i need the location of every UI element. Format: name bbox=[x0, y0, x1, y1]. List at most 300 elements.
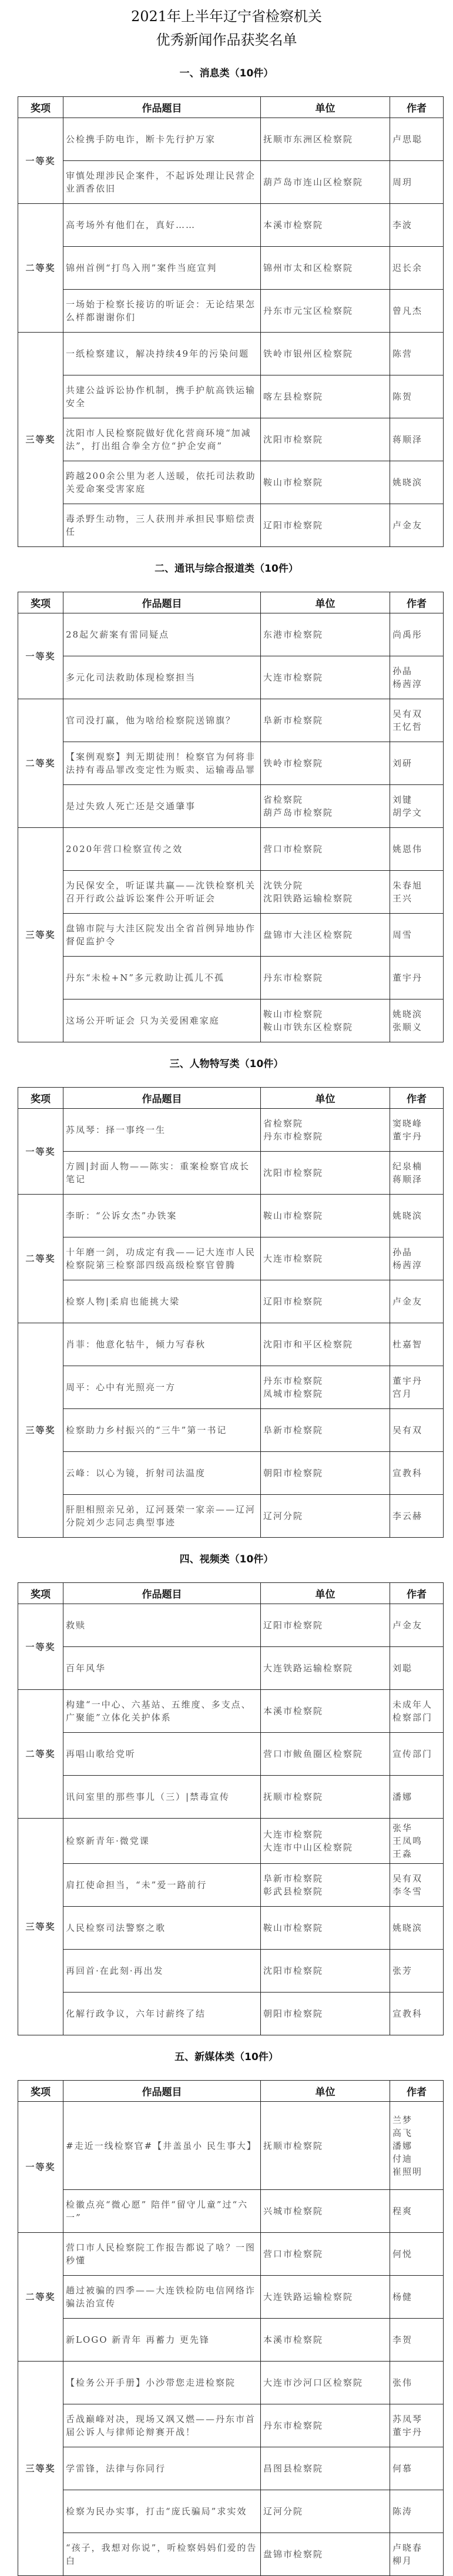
author-name: 姚晓滨 bbox=[392, 1210, 423, 1221]
author-cell bbox=[390, 2319, 444, 2362]
unit-cell bbox=[261, 1366, 390, 1409]
table-row bbox=[18, 247, 444, 290]
section-heading: 三、人物特写类（10件） bbox=[169, 1058, 284, 1070]
table-row bbox=[18, 1409, 444, 1452]
unit-name: 营口市鲅鱼圈区检察院 bbox=[263, 1749, 364, 1759]
work-title: 趟过被骗的四季——大连铁检防电信网络诈骗法治宣传 bbox=[63, 2276, 261, 2319]
unit-name: 兴城市检察院 bbox=[263, 2206, 324, 2216]
unit-cell bbox=[261, 1323, 390, 1366]
unit-cell bbox=[261, 118, 390, 161]
unit-cell bbox=[261, 1409, 390, 1452]
table-row bbox=[18, 914, 444, 957]
header-level: 奖项 bbox=[18, 592, 63, 613]
unit-name: 大连铁路运输检察院 bbox=[263, 1663, 354, 1673]
work-title: 肖菲：他意化牯牛，倾力写春秋 bbox=[63, 1323, 261, 1366]
header-unit: 单位 bbox=[261, 2081, 390, 2102]
work-title: 检徽点亮“微心愿” 陪伴“留守儿童”过“六一” bbox=[63, 2190, 261, 2233]
unit-cell bbox=[261, 2233, 390, 2276]
table-row bbox=[18, 1237, 444, 1280]
author-name: 卢金友 bbox=[392, 1296, 423, 1307]
author-cell bbox=[390, 1495, 444, 1538]
header-level: 奖项 bbox=[18, 2081, 63, 2102]
author-name: 吴有双 bbox=[392, 709, 423, 719]
work-title: 构建“一中心、六基站、五维度、多支点、广聚能”立体化关护体系 bbox=[63, 1690, 261, 1733]
author-name: 卢晓春 bbox=[392, 2543, 423, 2553]
author-name: 周玥 bbox=[392, 177, 413, 187]
author-cell bbox=[390, 1819, 444, 1864]
unit-cell bbox=[261, 247, 390, 290]
unit-name: 辽阳市检察院 bbox=[263, 1296, 324, 1307]
header-level: 奖项 bbox=[18, 1088, 63, 1109]
section-heading: 四、视频类（10件） bbox=[179, 1554, 274, 1565]
award-level-third: 三等奖 bbox=[18, 2362, 63, 2576]
header-author: 作者 bbox=[390, 592, 444, 613]
author-cell bbox=[390, 1604, 444, 1647]
unit-name: 大连市检察院 bbox=[263, 1829, 324, 1840]
table-header-row bbox=[18, 97, 444, 118]
unit-name: 大连铁路运输检察院 bbox=[263, 2292, 354, 2302]
work-title: 高考场外有他们在，真好…… bbox=[63, 204, 261, 247]
table-header-row bbox=[18, 1088, 444, 1109]
work-title: 学雷锋，法律与你同行 bbox=[63, 2447, 261, 2490]
work-title: 官司没打赢，他为啥给检察院送锦旗？ bbox=[63, 699, 261, 742]
author-cell bbox=[390, 1280, 444, 1323]
author-name: 卢思聪 bbox=[392, 134, 423, 145]
table-header-row bbox=[18, 2081, 444, 2102]
author-name: 陈贺 bbox=[392, 391, 413, 402]
unit-name: 省检察院 bbox=[263, 1118, 304, 1129]
unit-cell bbox=[261, 2447, 390, 2490]
award-level-second: 二等奖 bbox=[18, 2233, 63, 2362]
unit-name: 阜新市检察院 bbox=[263, 715, 324, 726]
author-cell bbox=[390, 2490, 444, 2533]
author-name: 苏凤琴 bbox=[392, 2414, 423, 2424]
author-name: 曾凡杰 bbox=[392, 306, 423, 316]
header-author: 作者 bbox=[390, 1583, 444, 1604]
unit-name: 东港市检察院 bbox=[263, 629, 324, 640]
table-row bbox=[18, 1864, 444, 1907]
author-cell bbox=[390, 290, 444, 333]
unit-cell bbox=[261, 699, 390, 742]
unit-name: 朝阳市检察院 bbox=[263, 1468, 324, 1478]
unit-cell bbox=[261, 656, 390, 699]
author-cell bbox=[390, 2447, 444, 2490]
author-name: 李冬雪 bbox=[392, 1886, 423, 1897]
author-name: 迟长余 bbox=[392, 263, 423, 273]
author-cell bbox=[390, 1993, 444, 2035]
table-row bbox=[18, 2447, 444, 2490]
unit-name: 沈阳市检察院 bbox=[263, 1168, 324, 1178]
work-title: “孩子，我想对你说”，听检察妈妈们爱的告白 bbox=[63, 2533, 261, 2576]
unit-name: 抚顺市检察院 bbox=[263, 1792, 324, 1802]
table-row bbox=[18, 1733, 444, 1776]
unit-name: 鞍山市检察院 bbox=[263, 1210, 324, 1221]
author-name: 宣传部门 bbox=[392, 1749, 433, 1759]
author-name: 胡学文 bbox=[392, 807, 423, 818]
table-row bbox=[18, 1690, 444, 1733]
work-title: 2020年营口检察宣传之效 bbox=[63, 828, 261, 871]
author-name: 吴有双 bbox=[392, 1873, 423, 1884]
header-unit: 单位 bbox=[261, 1088, 390, 1109]
table-row bbox=[18, 613, 444, 656]
unit-name: 丹东市元宝区检察院 bbox=[263, 306, 354, 316]
author-name: 李云赫 bbox=[392, 1511, 423, 1521]
author-name: 崔照明 bbox=[392, 2166, 423, 2177]
work-title: 沈阳市人民检察院做好优化营商环境“加减法”，打出组合拳全方位“护企安商” bbox=[63, 418, 261, 461]
work-title: 方圆|封面人物——陈实：重案检察官成长笔记 bbox=[63, 1152, 261, 1195]
work-title: 十年磨一剑，功成定有我——记大连市人民检察院第三检察部四级高级检察官曾腾 bbox=[63, 1237, 261, 1280]
author-cell bbox=[390, 1195, 444, 1237]
work-title: 审慎处理涉民企案件，不起诉处理让民营企业酒香依旧 bbox=[63, 161, 261, 204]
author-cell bbox=[390, 204, 444, 247]
award-level-first: 一等奖 bbox=[18, 1109, 63, 1195]
author-cell bbox=[390, 1733, 444, 1776]
author-name: 卢金友 bbox=[392, 520, 423, 531]
unit-name: 丹东市检察院 bbox=[263, 1131, 324, 1142]
header-title: 作品题目 bbox=[63, 2081, 261, 2102]
unit-cell bbox=[261, 1195, 390, 1237]
author-cell bbox=[390, 375, 444, 418]
work-title: 这场公开听证会 只为关爱困难家庭 bbox=[63, 999, 261, 1042]
author-cell bbox=[390, 1647, 444, 1690]
table-row bbox=[18, 1950, 444, 1993]
work-title: 丹东“未检+N”多元救助让孤儿不孤 bbox=[63, 957, 261, 999]
author-cell bbox=[390, 1409, 444, 1452]
author-name: 王兴 bbox=[392, 893, 413, 904]
table-row bbox=[18, 418, 444, 461]
unit-name: 昌图县检察院 bbox=[263, 2463, 324, 2474]
unit-cell bbox=[261, 461, 390, 504]
work-title: 多元化司法救助体现检察担当 bbox=[63, 656, 261, 699]
unit-name: 沈阳市检察院 bbox=[263, 1965, 324, 1976]
unit-name: 阜新市检察院 bbox=[263, 1873, 324, 1884]
unit-name: 大连市中山区检察院 bbox=[263, 1842, 354, 1853]
author-name: 纪泉楠 bbox=[392, 1161, 423, 1172]
sections-container bbox=[0, 52, 453, 2576]
author-cell bbox=[390, 1690, 444, 1733]
unit-name: 抚顺市检察院 bbox=[263, 2140, 324, 2151]
author-cell bbox=[390, 957, 444, 999]
table-row bbox=[18, 2233, 444, 2276]
table-row bbox=[18, 957, 444, 999]
table-row bbox=[18, 1647, 444, 1690]
unit-cell bbox=[261, 1690, 390, 1733]
unit-name: 鞍山市检察院 bbox=[263, 477, 324, 488]
unit-name: 盘锦市检察院 bbox=[263, 2549, 324, 2560]
author-name: 检察部门 bbox=[392, 1712, 433, 1723]
author-cell bbox=[390, 1452, 444, 1495]
author-name: 孙晶 bbox=[392, 666, 413, 676]
author-name: 何慕 bbox=[392, 2463, 413, 2474]
unit-name: 喀左县检察院 bbox=[263, 391, 324, 402]
unit-name: 沈阳铁路运输检察院 bbox=[263, 893, 354, 904]
unit-name: 沈铁分院 bbox=[263, 880, 304, 891]
author-name: 王凤鸣 bbox=[392, 1836, 423, 1846]
author-name: 宣教科 bbox=[392, 1468, 423, 1478]
author-cell bbox=[390, 118, 444, 161]
author-name: 程爽 bbox=[392, 2206, 413, 2216]
unit-name: 鞍山市铁东区检察院 bbox=[263, 1022, 354, 1032]
author-cell bbox=[390, 1323, 444, 1366]
header-level: 奖项 bbox=[18, 97, 63, 118]
work-title: 再回首·在此刻·再出发 bbox=[63, 1950, 261, 1993]
unit-cell bbox=[261, 1950, 390, 1993]
author-cell bbox=[390, 1152, 444, 1195]
unit-name: 盘锦市大洼区检察院 bbox=[263, 930, 354, 940]
unit-cell bbox=[261, 1604, 390, 1647]
unit-name: 大连市检察院 bbox=[263, 672, 324, 683]
unit-cell bbox=[261, 785, 390, 828]
author-name: 杨茜淳 bbox=[392, 679, 423, 689]
unit-cell bbox=[261, 204, 390, 247]
unit-cell bbox=[261, 375, 390, 418]
work-title: 苏凤琴：择一事终一生 bbox=[63, 1109, 261, 1152]
table-header-row bbox=[18, 1583, 444, 1604]
author-cell bbox=[390, 461, 444, 504]
unit-cell bbox=[261, 1733, 390, 1776]
unit-name: 辽阳市检察院 bbox=[263, 1620, 324, 1631]
unit-cell bbox=[261, 2533, 390, 2576]
award-table bbox=[18, 2080, 444, 2576]
author-name: 卢金友 bbox=[392, 1620, 423, 1631]
unit-cell bbox=[261, 2404, 390, 2447]
table-row bbox=[18, 1907, 444, 1950]
header-title: 作品题目 bbox=[63, 1583, 261, 1604]
table-row bbox=[18, 118, 444, 161]
table-row bbox=[18, 2190, 444, 2233]
unit-name: 大连市沙河口区检察院 bbox=[263, 2377, 364, 2388]
table-row bbox=[18, 2362, 444, 2404]
award-level-third: 三等奖 bbox=[18, 333, 63, 547]
unit-name: 辽阳市检察院 bbox=[263, 520, 324, 531]
author-name: 董宇丹 bbox=[392, 1131, 423, 1142]
table-row bbox=[18, 2102, 444, 2190]
header-level: 奖项 bbox=[18, 1583, 63, 1604]
header-title: 作品题目 bbox=[63, 592, 261, 613]
header-title: 作品题目 bbox=[63, 97, 261, 118]
table-row bbox=[18, 1993, 444, 2035]
author-cell bbox=[390, 1776, 444, 1819]
work-title: #走近一线检察官#【井盖虽小 民生事大】 bbox=[63, 2102, 261, 2190]
unit-name: 本溪市检察院 bbox=[263, 2334, 324, 2345]
award-table bbox=[18, 592, 444, 1042]
work-title: 周平：心中有光照亮一方 bbox=[63, 1366, 261, 1409]
work-title: 是过失致人死亡还是交通肇事 bbox=[63, 785, 261, 828]
author-name: 董宇丹 bbox=[392, 1376, 423, 1386]
unit-name: 锦州市太和区检察院 bbox=[263, 263, 354, 273]
unit-cell bbox=[261, 418, 390, 461]
author-name: 陈营 bbox=[392, 348, 413, 359]
work-title: 【检务公开手册】小沙带您走进检察院 bbox=[63, 2362, 261, 2404]
unit-name: 凤城市检察院 bbox=[263, 1388, 324, 1399]
header-author: 作者 bbox=[390, 97, 444, 118]
author-name: 柳月 bbox=[392, 2555, 413, 2566]
work-title: 舌战巅峰对决，现场又飒又燃——丹东市首届公诉人与律师论辩赛开战！ bbox=[63, 2404, 261, 2447]
table-row bbox=[18, 290, 444, 333]
author-name: 蒋顺泽 bbox=[392, 434, 423, 445]
author-cell bbox=[390, 504, 444, 547]
work-title: 跨越200余公里为老人送暖，依托司法救助关爱命案受害家庭 bbox=[63, 461, 261, 504]
author-name: 杜嘉智 bbox=[392, 1339, 423, 1350]
document-title bbox=[0, 0, 453, 52]
author-name: 孙晶 bbox=[392, 1247, 413, 1257]
work-title: 肩扛使命担当，“未”爱一路前行 bbox=[63, 1864, 261, 1907]
table-row bbox=[18, 2490, 444, 2533]
unit-cell bbox=[261, 2102, 390, 2190]
unit-name: 丹东市检察院 bbox=[263, 1376, 324, 1386]
unit-cell bbox=[261, 914, 390, 957]
table-row bbox=[18, 375, 444, 418]
author-cell bbox=[390, 161, 444, 204]
header-unit: 单位 bbox=[261, 592, 390, 613]
table-row bbox=[18, 1366, 444, 1409]
author-cell bbox=[390, 1950, 444, 1993]
award-level-second: 二等奖 bbox=[18, 204, 63, 333]
author-cell bbox=[390, 914, 444, 957]
author-name: 宣教科 bbox=[392, 2008, 423, 2019]
author-cell bbox=[390, 1109, 444, 1152]
table-row bbox=[18, 1495, 444, 1538]
unit-name: 本溪市检察院 bbox=[263, 1706, 324, 1716]
table-row bbox=[18, 828, 444, 871]
table-row bbox=[18, 785, 444, 828]
table-row bbox=[18, 204, 444, 247]
award-level-third: 三等奖 bbox=[18, 1323, 63, 1538]
table-row bbox=[18, 742, 444, 785]
unit-name: 铁岭市银州区检察院 bbox=[263, 348, 354, 359]
unit-cell bbox=[261, 1109, 390, 1152]
work-title: 李昕：“公诉女杰”办铁案 bbox=[63, 1195, 261, 1237]
work-title: 营口市人民检察院工作报告都说了啥？一图秒懂 bbox=[63, 2233, 261, 2276]
unit-name: 营口市检察院 bbox=[263, 844, 324, 854]
award-level-third: 三等奖 bbox=[18, 1819, 63, 2035]
author-name: 姚晓滨 bbox=[392, 477, 423, 488]
author-name: 宫月 bbox=[392, 1388, 413, 1399]
author-name: 董宇丹 bbox=[392, 972, 423, 983]
unit-cell bbox=[261, 1993, 390, 2035]
unit-name: 铁岭市检察院 bbox=[263, 758, 324, 769]
author-cell bbox=[390, 613, 444, 656]
unit-cell bbox=[261, 999, 390, 1042]
author-name: 李波 bbox=[392, 220, 413, 230]
author-cell bbox=[390, 1237, 444, 1280]
author-name: 杨健 bbox=[392, 2292, 413, 2302]
author-cell bbox=[390, 2233, 444, 2276]
author-cell bbox=[390, 2362, 444, 2404]
work-title: 再唱山歌给党听 bbox=[63, 1733, 261, 1776]
section-heading: 一、消息类（10件） bbox=[179, 68, 274, 79]
unit-name: 省检察院 bbox=[263, 794, 304, 805]
table-row bbox=[18, 1280, 444, 1323]
author-name: 潘娜 bbox=[392, 1792, 413, 1802]
unit-name: 营口市检察院 bbox=[263, 2249, 324, 2259]
author-name: 张芳 bbox=[392, 1965, 413, 1976]
work-title: 救赎 bbox=[63, 1604, 261, 1647]
author-name: 王忆哲 bbox=[392, 722, 423, 732]
document-title-line1: 2021年上半年辽宁省检察机关 bbox=[130, 8, 323, 25]
table-row bbox=[18, 1152, 444, 1195]
work-title: 公检携手防电诈，断卡先行护万家 bbox=[63, 118, 261, 161]
unit-cell bbox=[261, 1819, 390, 1864]
unit-cell bbox=[261, 2276, 390, 2319]
table-row bbox=[18, 699, 444, 742]
table-row bbox=[18, 2276, 444, 2319]
work-title: 新LOGO 新青年 再蓄力 更先锋 bbox=[63, 2319, 261, 2362]
work-title: 检察人物|柔肩也能挑大梁 bbox=[63, 1280, 261, 1323]
unit-name: 丹东市检察院 bbox=[263, 972, 324, 983]
header-title: 作品题目 bbox=[63, 1088, 261, 1109]
work-title: 一场始于检察长接访的听证会：无论结果怎么样都谢谢你们 bbox=[63, 290, 261, 333]
author-cell bbox=[390, 2102, 444, 2190]
award-level-first: 一等奖 bbox=[18, 1604, 63, 1690]
author-cell bbox=[390, 2404, 444, 2447]
unit-cell bbox=[261, 2490, 390, 2533]
unit-name: 阜新市检察院 bbox=[263, 1425, 324, 1435]
unit-cell bbox=[261, 742, 390, 785]
work-title: 盘锦市院与大洼区院发出全省首例异地协作督促监护令 bbox=[63, 914, 261, 957]
author-name: 付迪 bbox=[392, 2153, 413, 2164]
unit-cell bbox=[261, 333, 390, 375]
document-title-line2: 优秀新闻作品获奖名单 bbox=[156, 32, 297, 48]
unit-cell bbox=[261, 1237, 390, 1280]
table-row bbox=[18, 2404, 444, 2447]
table-row bbox=[18, 1452, 444, 1495]
work-title: 检察为民办实事，打击“庞氏骗局”求实效 bbox=[63, 2490, 261, 2533]
author-cell bbox=[390, 656, 444, 699]
award-table bbox=[18, 1087, 444, 1538]
unit-cell bbox=[261, 2362, 390, 2404]
award-level-third: 三等奖 bbox=[18, 828, 63, 1042]
table-row bbox=[18, 1776, 444, 1819]
author-name: 刘聪 bbox=[392, 1663, 413, 1673]
table-row bbox=[18, 461, 444, 504]
work-title: 人民检察司法警察之歌 bbox=[63, 1907, 261, 1950]
author-name: 蒋顺泽 bbox=[392, 1174, 423, 1185]
work-title: 检察新青年·微党课 bbox=[63, 1819, 261, 1864]
header-unit: 单位 bbox=[261, 97, 390, 118]
award-level-second: 二等奖 bbox=[18, 699, 63, 828]
author-name: 窦晓峰 bbox=[392, 1118, 423, 1129]
award-level-first: 一等奖 bbox=[18, 118, 63, 204]
unit-cell bbox=[261, 161, 390, 204]
author-name: 刘键 bbox=[392, 794, 413, 805]
author-cell bbox=[390, 828, 444, 871]
unit-name: 丹东市检察院 bbox=[263, 2420, 324, 2431]
author-name: 王淼 bbox=[392, 1849, 413, 1859]
table-row bbox=[18, 1604, 444, 1647]
author-cell bbox=[390, 2533, 444, 2576]
author-name: 兰梦 bbox=[392, 2114, 413, 2125]
unit-name: 大连市检察院 bbox=[263, 1253, 324, 1264]
author-name: 未成年人 bbox=[392, 1699, 433, 1710]
award-level-second: 二等奖 bbox=[18, 1690, 63, 1819]
section-heading: 二、通讯与综合报道类（10件） bbox=[155, 563, 298, 575]
unit-cell bbox=[261, 957, 390, 999]
author-cell bbox=[390, 1864, 444, 1907]
table-row bbox=[18, 871, 444, 914]
table-header-row bbox=[18, 592, 444, 613]
work-title: 一纸检察建议，解决持续49年的污染问题 bbox=[63, 333, 261, 375]
author-name: 姚晓滨 bbox=[392, 1009, 423, 1019]
author-name: 尚禹彤 bbox=[392, 629, 423, 640]
work-title: 百年风华 bbox=[63, 1647, 261, 1690]
table-row bbox=[18, 2319, 444, 2362]
author-name: 张顺义 bbox=[392, 1022, 423, 1032]
work-title: 【案例观察】判无期徒刑！检察官为何将非法持有毒品罪改变定性为贩卖、运输毒品罪 bbox=[63, 742, 261, 785]
unit-name: 葫芦岛市检察院 bbox=[263, 807, 334, 818]
header-unit: 单位 bbox=[261, 1583, 390, 1604]
unit-name: 鞍山市检察院 bbox=[263, 1923, 324, 1933]
